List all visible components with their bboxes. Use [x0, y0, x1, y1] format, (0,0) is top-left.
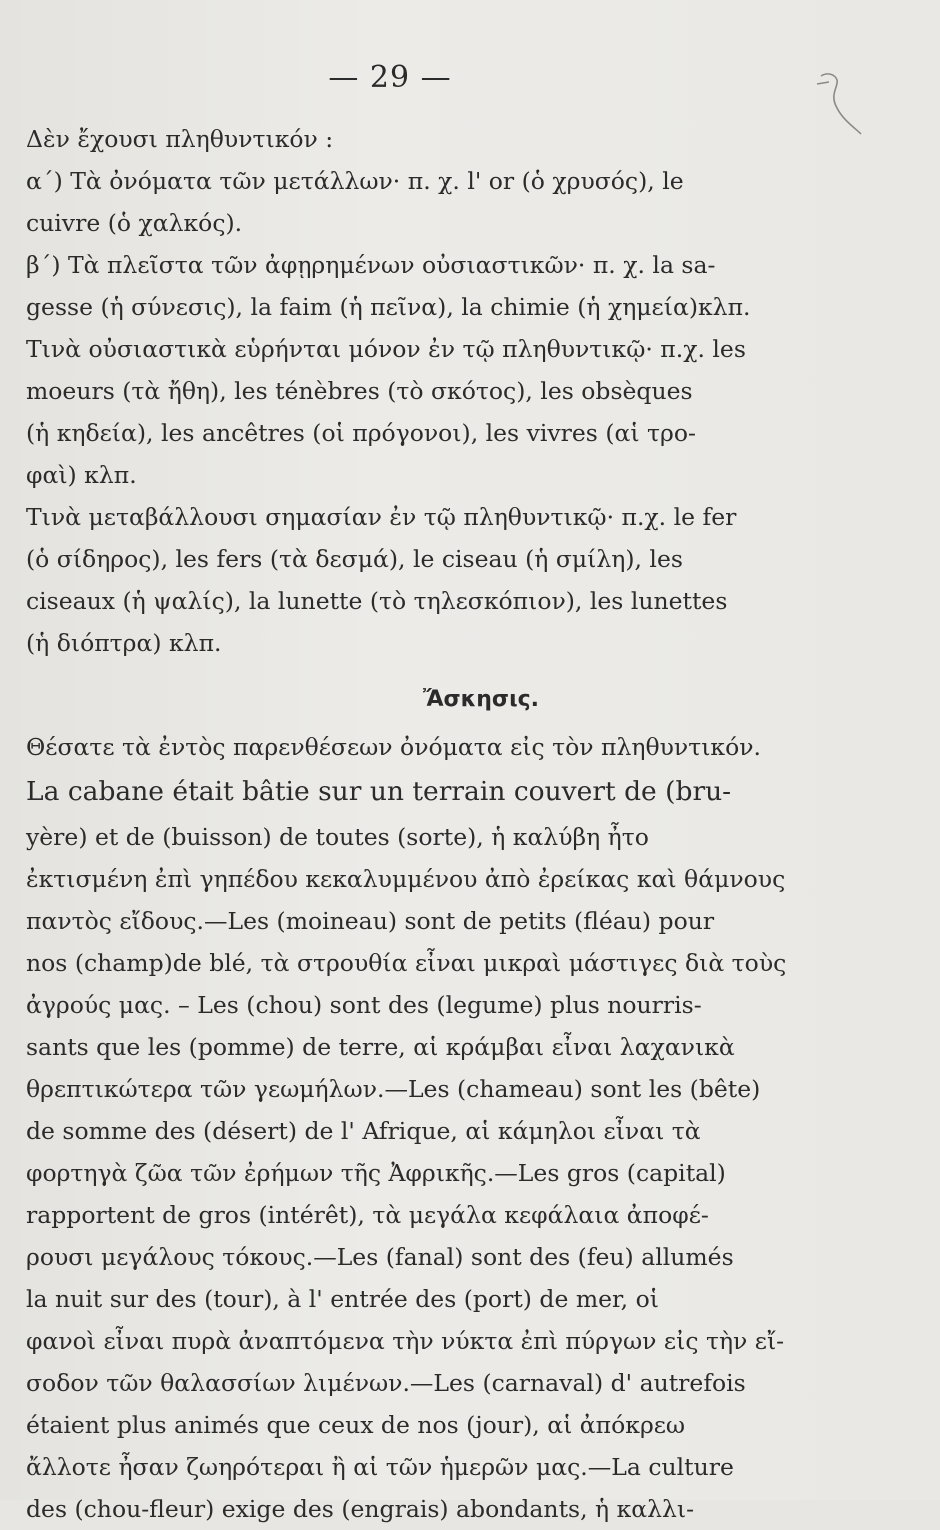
exercise-heading: Ἄσκησις. [422, 687, 540, 712]
page-body [26, 118, 816, 1530]
text-line: ἐκτισμένη ἐπὶ γηπέδου κεκαλυμμένου ἀπὸ ἐρείκας καὶ θάμνους [26, 865, 786, 893]
text-line: ρουσι μεγάλους τόκους.—Les (fanal) sont des (feu) allumés [26, 1243, 734, 1271]
text-line: Τινὰ οὐσιαστικὰ εὑρήνται μόνον ἐν τῷ πληθυντικῷ· π.χ. les [26, 335, 746, 363]
text-line: nos (champ)de blé, τὰ στρουθία εἶναι μικραὶ μάστιγες διὰ τοὺς [26, 949, 787, 977]
text-line: φανοὶ εἶναι πυρὰ ἀναπτόμενα τὴν νύκτα ἐπὶ πύργων εἰς τὴν εἴ- [26, 1327, 785, 1355]
text-line: Τινὰ μεταβάλλουσι σημασίαν ἐν τῷ πληθυντικῷ· π.χ. le fer [26, 503, 737, 531]
text-line: étaient plus animés que ceux de nos (jour), αἱ ἀπόκρεω [26, 1411, 686, 1439]
text-line: φορτηγὰ ζῶα τῶν ἐρήμων τῆς Ἀφρικῆς.—Les gros (capital) [26, 1159, 726, 1187]
text-line: de somme des (désert) de l' Afrique, αἱ κάμηλοι εἶναι τὰ [26, 1117, 701, 1145]
text-line: παντὸς εἴδους.—Les (moineau) sont de petits (fléau) pour [26, 907, 715, 935]
text-line: moeurs (τὰ ἤθη), les ténèbres (τὸ σκότος), les obsèques [26, 377, 693, 405]
text-line: ἄλλοτε ἦσαν ζωηρότεραι ἢ αἱ τῶν ἡμερῶν μας.—La culture [26, 1453, 734, 1481]
text-line: α΄) Τὰ ὀνόματα τῶν μετάλλων· π. χ. l' or (ὁ χρυσός), le [26, 167, 684, 195]
text-line: ciseaux (ἡ ψαλίς), la lunette (τὸ τηλεσκόπιον), les lunettes [26, 587, 728, 615]
text-line: Δὲν ἔχουσι πληθυντικόν : [26, 125, 334, 153]
text-line: φαὶ) κλπ. [26, 461, 137, 489]
text-line: (ὁ σίδηρος), les fers (τὰ δεσμά), le ciseau (ἡ σμίλη), les [26, 545, 683, 573]
text-line: cuivre (ὁ χαλκός). [26, 209, 243, 237]
text-line: La cabane était bâtie sur un terrain couvert de (bru- [26, 776, 732, 807]
handwritten-mark-icon [815, 70, 865, 140]
text-line: β΄) Τὰ πλεῖστα τῶν ἀφῃρημένων οὐσιαστικῶν· π. χ. la sa- [26, 251, 716, 279]
text-line: Θέσατε τὰ ἐντὸς παρενθέσεων ὀνόματα εἰς τὸν πληθυντικόν. [26, 733, 761, 761]
text-line: ἀγρούς μας. – Les (chou) sont des (legume) plus nourris- [26, 991, 702, 1019]
text-line: σοδον τῶν θαλασσίων λιμένων.—Les (carnaval) d' autrefois [26, 1369, 746, 1397]
text-line: gesse (ἡ σύνεσις), la faim (ἡ πεῖνα), la chimie (ἡ χημεία)κλπ. [26, 293, 751, 321]
text-line: (ἡ κηδεία), les ancêtres (οἱ πρόγονοι), les vivres (αἱ τρο- [26, 419, 696, 447]
text-line: (ἡ διόπτρα) κλπ. [26, 629, 222, 657]
text-line: la nuit sur des (tour), à l' entrée des (port) de mer, οἱ [26, 1285, 659, 1313]
text-line: rapportent de gros (intérêt), τὰ μεγάλα κεφάλαια ἀποφέ- [26, 1201, 709, 1229]
text-line: des (chou-fleur) exige des (engrais) abondants, ἡ καλλι- [26, 1495, 695, 1523]
text-line: sants que les (pomme) de terre, αἱ κράμβαι εἶναι λαχανικὰ [26, 1033, 735, 1061]
text-line: yère) et de (buisson) de toutes (sorte), ἡ καλύβη ἦτο [26, 823, 649, 851]
text-line: θρεπτικώτερα τῶν γεωμήλων.—Les (chameau) sont les (bête) [26, 1075, 761, 1103]
page-number: — 29 — [328, 60, 452, 95]
